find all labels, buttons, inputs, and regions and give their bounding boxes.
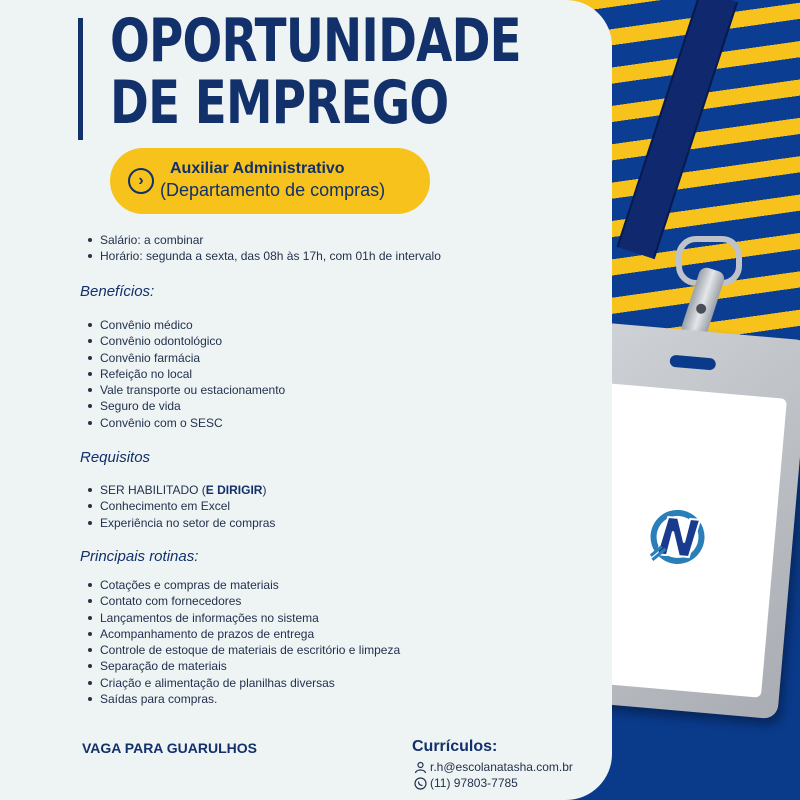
page-title	[110, 6, 521, 138]
requirement-text: SER HABILITADO (	[100, 483, 206, 497]
list-item: Conhecimento em Excel	[86, 498, 275, 514]
list-item: Convênio odontológico	[86, 333, 285, 349]
position-pill	[110, 148, 430, 214]
badge-slot	[669, 355, 716, 371]
cv-title: Currículos:	[412, 738, 498, 755]
list-item: Refeição no local	[86, 366, 285, 382]
list-item: Criação e alimentação de planilhas diversas	[86, 675, 400, 691]
title-line-1: OPORTUNIDADE	[110, 6, 521, 76]
phone-contact[interactable]	[414, 776, 518, 790]
list-item: Convênio com o SESC	[86, 415, 285, 431]
user-group-icon	[414, 761, 427, 774]
list-item: Cotações e compras de materiais	[86, 577, 400, 593]
whatsapp-icon	[414, 777, 427, 790]
routines-title: Principais rotinas:	[80, 548, 199, 565]
summary-list	[86, 232, 441, 265]
list-item: Acompanhamento de prazos de entrega	[86, 626, 400, 642]
list-item	[86, 482, 275, 498]
position-department: (Departamento de compras)	[160, 180, 386, 200]
phone-text: (11) 97803-7785	[430, 776, 518, 790]
title-accent-bar	[78, 18, 83, 140]
title-line-2: DE EMPREGO	[110, 68, 449, 138]
list-item: Experiência no setor de compras	[86, 515, 275, 531]
list-item: Lançamentos de informações no sistema	[86, 610, 400, 626]
list-item: Convênio médico	[86, 317, 285, 333]
requirement-emphasis: E DIRIGIR	[205, 483, 263, 497]
list-item: Convênio farmácia	[86, 350, 285, 366]
list-item: Vale transporte ou estacionamento	[86, 382, 285, 398]
list-item: Salário: a combinar	[86, 232, 441, 248]
email-contact[interactable]	[414, 760, 573, 774]
list-item: Controle de estoque de materiais de escritório e limpeza	[86, 642, 400, 658]
requirement-suffix: )	[262, 483, 267, 497]
chevron-right-circle-icon: ›	[128, 168, 154, 194]
email-text: r.h@escolanatasha.com.br	[430, 760, 573, 774]
position-title: Auxiliar Administrativo	[170, 160, 345, 177]
requirements-list	[86, 482, 275, 531]
list-item: Horário: segunda a sexta, das 08h às 17h, com 01h de intervalo	[86, 248, 441, 264]
list-item: Saídas para compras.	[86, 691, 400, 707]
list-item: Separação de materiais	[86, 658, 400, 674]
benefits-list	[86, 317, 285, 431]
company-logo	[646, 506, 709, 569]
requirements-title: Requisitos	[80, 449, 151, 466]
location-label: VAGA PARA GUARULHOS	[82, 740, 257, 756]
benefits-title: Benefícios:	[80, 283, 155, 300]
list-item: Contato com fornecedores	[86, 593, 400, 609]
routines-list	[86, 577, 400, 707]
list-item: Seguro de vida	[86, 398, 285, 414]
